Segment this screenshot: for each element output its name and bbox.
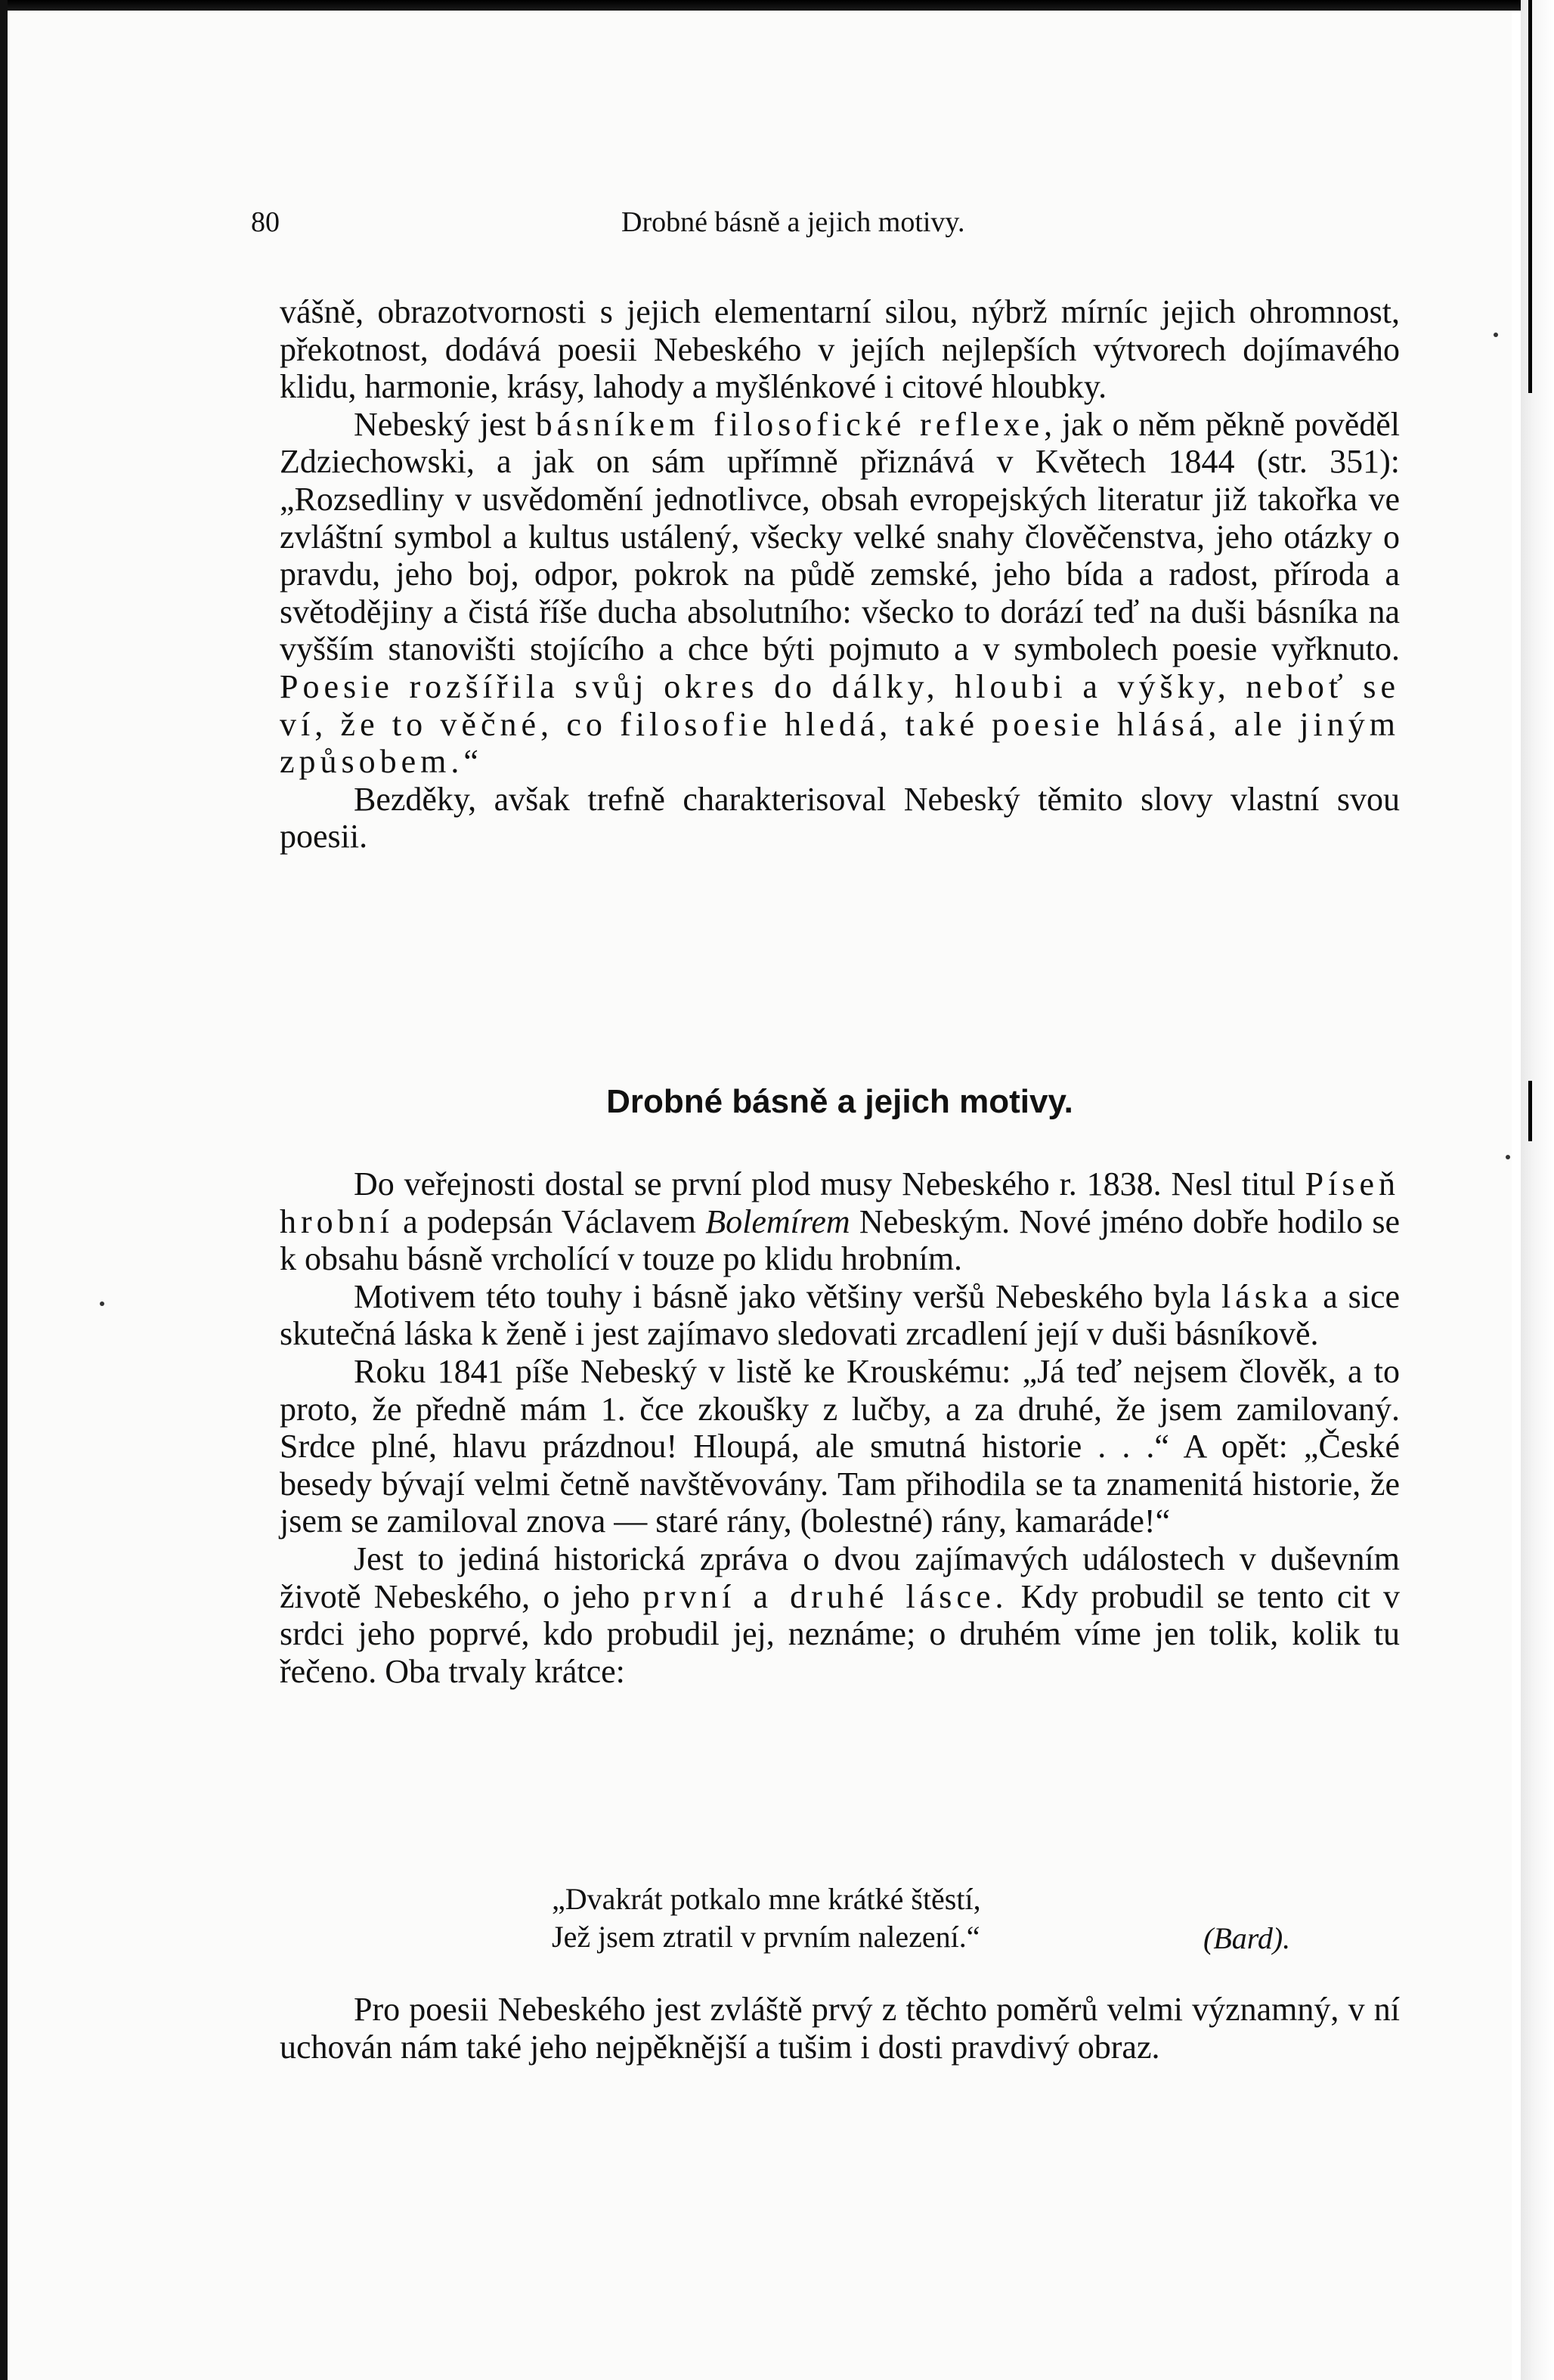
- text-run: Jest to jediná historická zpráva o dvou zajímavých událostech v duševním životě Nebeského, o jeho: [280, 1540, 1400, 1615]
- text-run: Nebeský jest: [354, 405, 526, 443]
- italic-name: Bolemírem: [705, 1202, 850, 1240]
- scan-speck: [1506, 1155, 1510, 1159]
- spaced-emphasis: Poesie rozšířila svůj okres do dálky, hloubi a výšky, neboť se ví, že to věčné, co filosofie hledá, také poesie hlásá, ale jiným způsobem.: [280, 667, 1400, 781]
- paragraph: [280, 1278, 1400, 1353]
- paragraph: [280, 1540, 1400, 1690]
- scan-edge-line: [1528, 1081, 1532, 1141]
- spaced-emphasis: básníkem filosofické reflexe: [535, 405, 1045, 443]
- scan-edge-line: [1528, 0, 1532, 393]
- scan-edge-left: [0, 0, 8, 2380]
- text-run: Kdy probudil se tento cit v srdci jeho poprvé, kdo probudil jej, neznáme; o druhém víme jen tolik, kolik tu řečeno. Oba trvaly krátce:: [280, 1577, 1400, 1690]
- text-run: Nebeským. Nové jméno dobře hodilo se k obsahu básně vrcholící v touze po klidu hrobním.: [280, 1202, 1400, 1278]
- paragraph: vášně, obrazotvornosti s jejich elementarní silou, nýbrž mírníc jejich ohromnost, překotnost, dodává poesii Nebeského v jejích nejlepších výtvorech dojímavého klidu, harmonie, krásy, lahody a myšlénkové i citové hloubky.: [280, 293, 1400, 406]
- spaced-emphasis: první a druhé lásce.: [642, 1577, 1008, 1615]
- text-run: a sice skutečná láska k ženě i jest zajímavo sledovati zrcadlení její v duši básníkově.: [280, 1277, 1400, 1353]
- text-run: a podepsán Václavem: [403, 1202, 696, 1240]
- text-run: Motivem této touhy i básně jako většiny veršů Nebeského byla: [354, 1277, 1212, 1315]
- section-heading: Drobné básně a jejich motivy.: [606, 1083, 1073, 1120]
- scan-edge-top: [0, 0, 1554, 11]
- scan-edge-right: [1521, 0, 1554, 2380]
- paragraph: Roku 1841 píše Nebeský v listě ke Krouskému: „Já teď nejsem člověk, a to proto, že předně mám 1. čce zkoušky z lučby, a za druhé, že jsem zamilovaný. Srdce plné, hlavu prázdnou! Hloupá, ale smutná historie . . .“ A opět: „České besedy bývají velmi četně navštěvovány. Tam přihodila se ta znamenitá historie, že jsem se zamiloval znova — staré rány, (bolestné) rány, kamaráde!“: [280, 1352, 1400, 1540]
- scan-speck: [100, 1301, 104, 1306]
- running-title: Drobné básně a jejich motivy.: [621, 206, 965, 238]
- scan-speck: [1494, 333, 1498, 337]
- body-text-section-3: [280, 1991, 1400, 2066]
- paragraph: [280, 1165, 1400, 1278]
- running-header: [251, 203, 1506, 242]
- paragraph: Bezděky, avšak trefně charakterisoval Nebeský těmito slovy vlastní svou poesii.: [280, 780, 1400, 856]
- quoted-poem: [552, 1880, 1308, 1956]
- spaced-emphasis: Píseň hrobní: [280, 1165, 1401, 1240]
- poem-attribution: (Bard).: [1203, 1921, 1291, 1955]
- spaced-emphasis: láska: [1221, 1277, 1313, 1315]
- poem-line: „Dvakrát potkalo mne krátké štěstí,: [552, 1882, 981, 1916]
- text-run: Do veřejnosti dostal se první plod musy Nebeského r. 1838. Nesl titul: [354, 1165, 1296, 1202]
- text-run: , jak o něm pěkně pověděl Zdziechowski, a jak on sám upřímně přiznává v Květech 1844 (str. 351): „Rozsedliny v usvědomění jednotlivce, obsah evropejských literatur již takořka ve zvláštní symbol a kultus ustálený, všecky velké snahy člověčenstva, jeho otázky o pravdu, jeho boj, odpor, pokrok na půdě zemské, jeho bída a radost, příroda a světodějiny a čistá říše ducha absolutního: všecko to dorází teď na duši básníka na vyšším stanovišti stojícího a chce býti pojmuto a v symbolech poesie vyřknuto.: [280, 405, 1400, 668]
- poem-line: Jež jsem ztratil v prvním nalezení.“: [552, 1920, 980, 1954]
- body-text-section-1: [280, 293, 1400, 856]
- body-text-section-2: [280, 1165, 1400, 1690]
- paragraph: [280, 406, 1400, 781]
- page-number: 80: [251, 206, 280, 238]
- text-run: “: [463, 743, 478, 781]
- paragraph: Pro poesii Nebeského jest zvláště prvý z těchto poměrů velmi významný, v ní uchován nám také jeho nejpěknější a tušim i dosti pravdivý obraz.: [280, 1991, 1400, 2066]
